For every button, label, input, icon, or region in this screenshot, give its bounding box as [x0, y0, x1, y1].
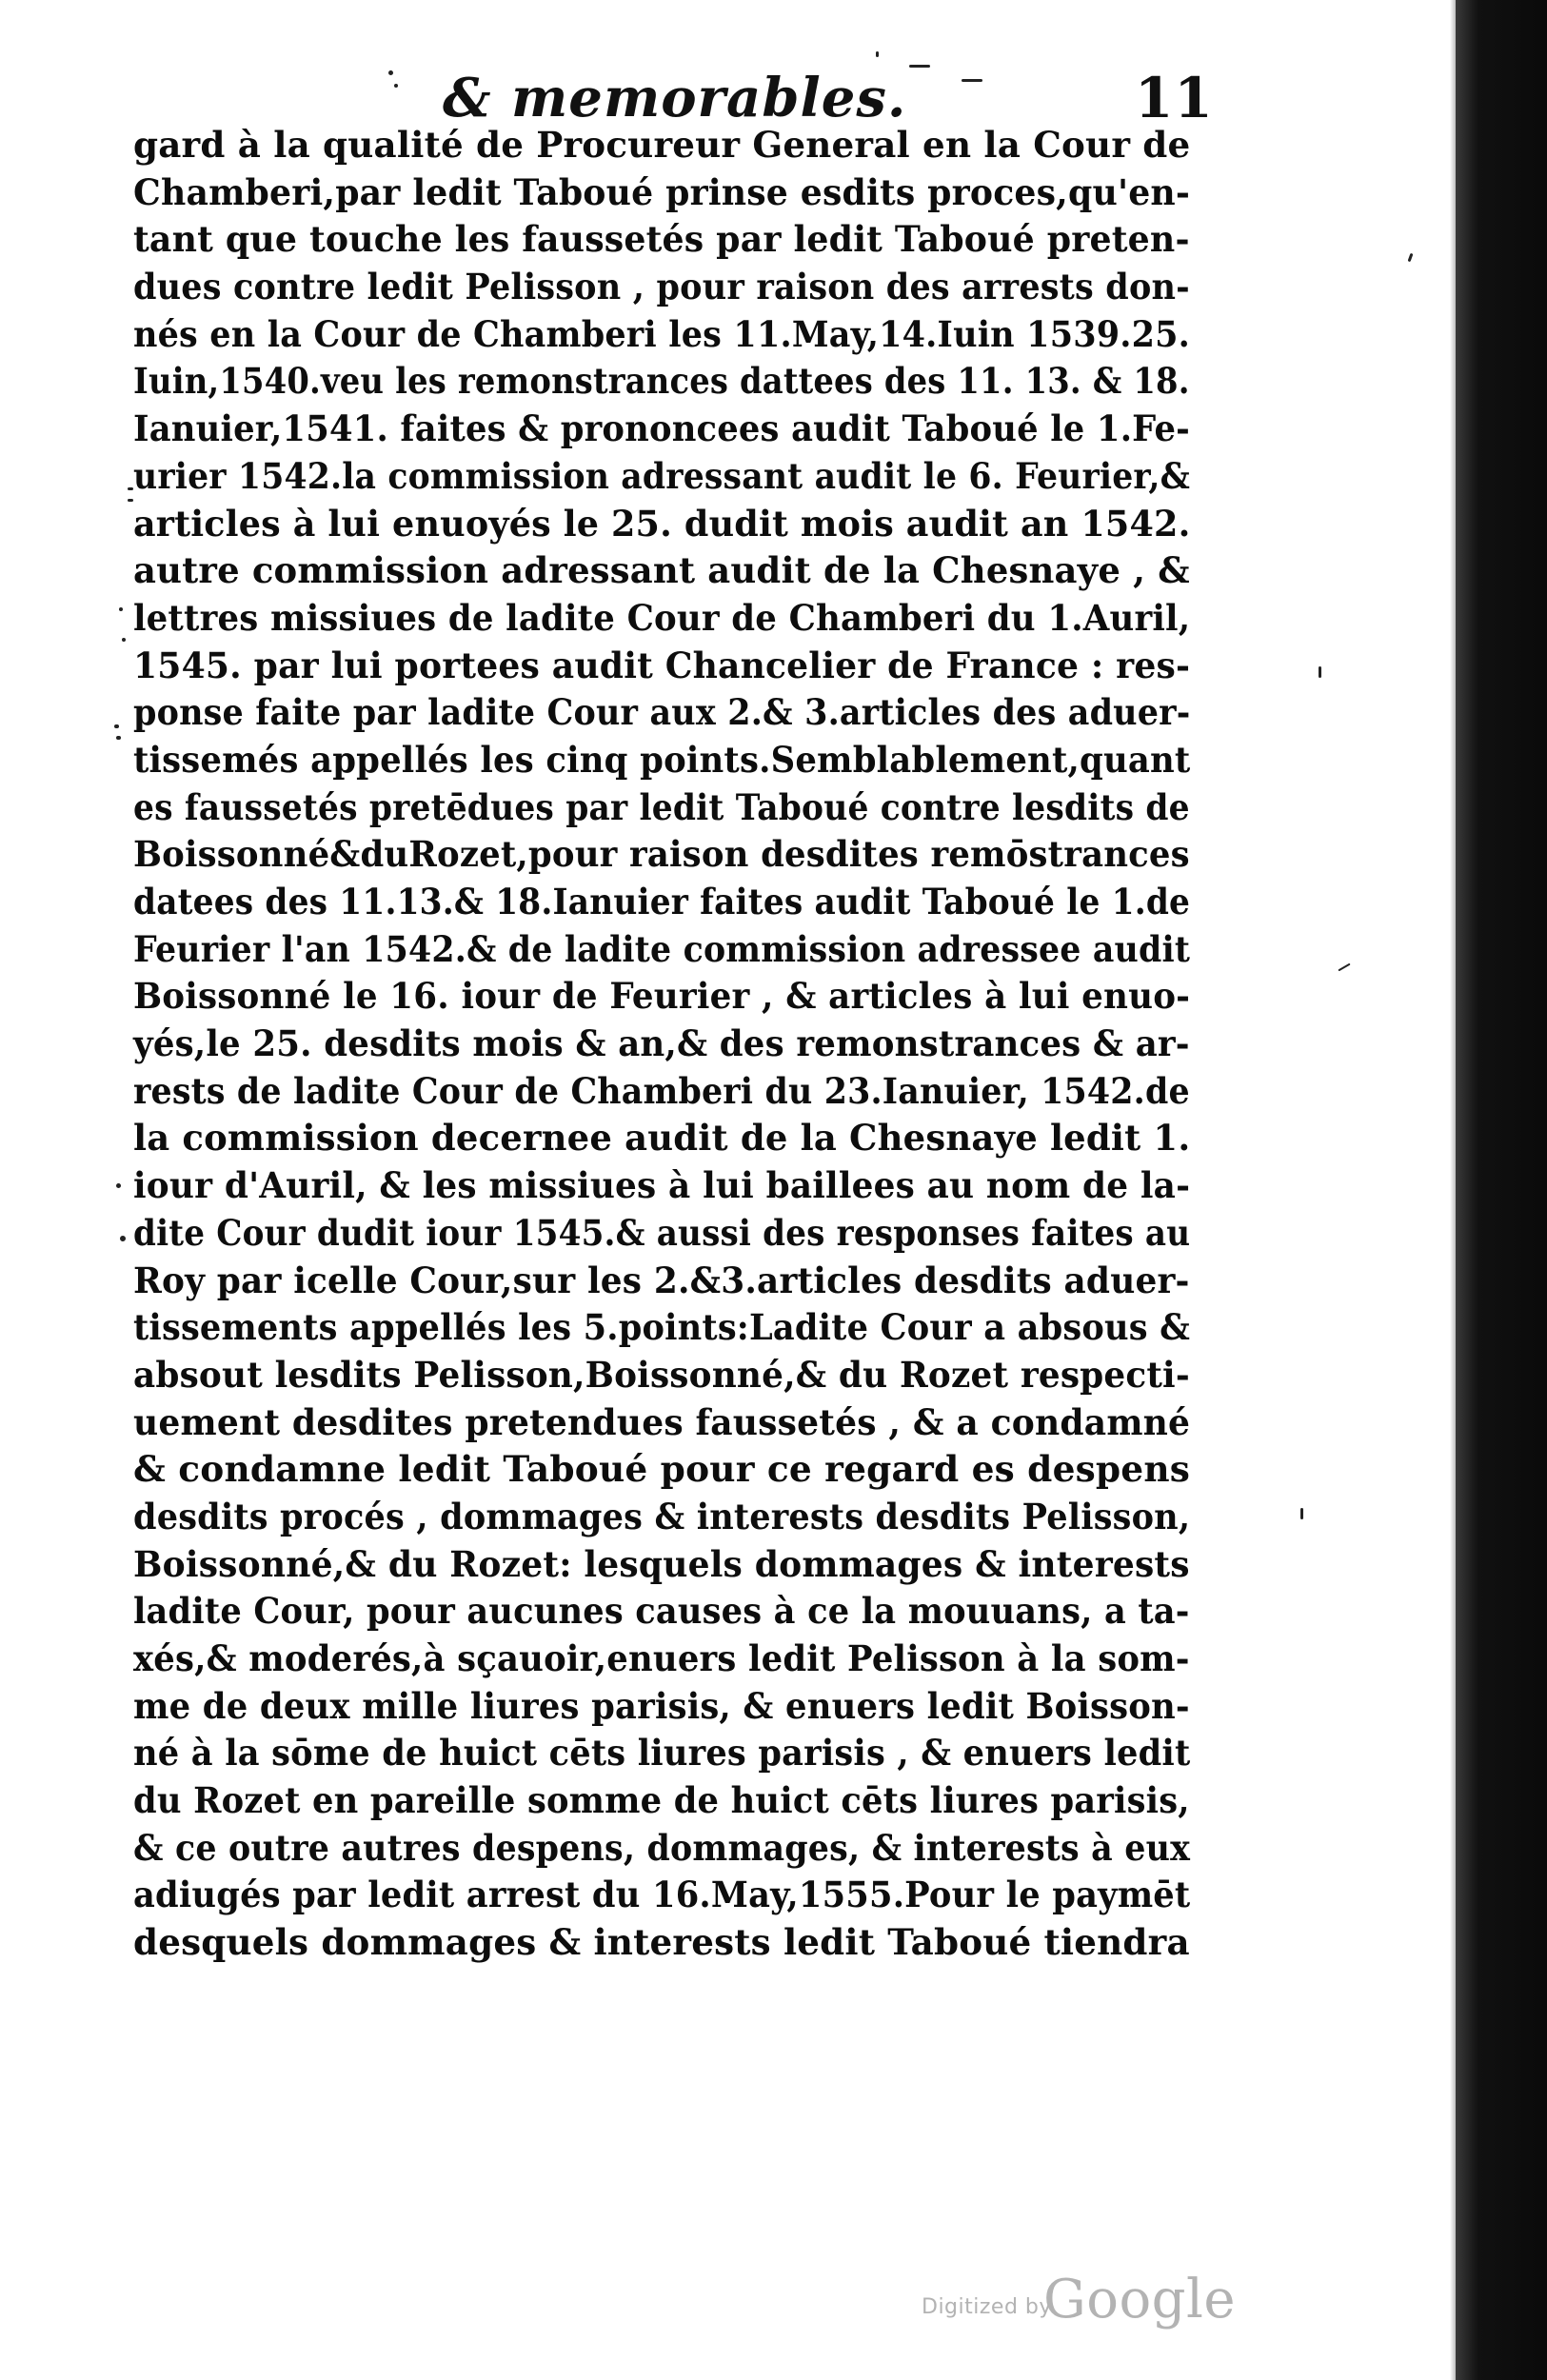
text-line: xés,& moderés,à sçauoir,enuers ledit Pelisson à la som- — [133, 1637, 1190, 1679]
text-line: absout lesdits Pelisson,Boissonné,& du Rozet respecti- — [133, 1353, 1190, 1396]
text-line: lettres missiues de ladite Cour de Chamberi du 1.Auril, — [133, 596, 1191, 639]
text-line: autre commission adressant audit de la Chesnaye , & — [133, 549, 1190, 592]
text-line: desdits procés , dommages & interests desdits Pelisson, — [133, 1495, 1191, 1537]
body-text — [133, 122, 1190, 1967]
text-line: Boissonné,& du Rozet: lesquels dommages & interests — [133, 1542, 1190, 1585]
text-line: yés,le 25. desdits mois & an,& des remonstrances & ar- — [133, 1022, 1190, 1065]
text-line: me de deux mille liures parisis, & enuers ledit Boisson- — [133, 1684, 1190, 1727]
text-line: uement desdites pretendues faussetés , & a condamné — [133, 1400, 1191, 1443]
text-line: gard à la qualité de Procureur General en la Cour de — [133, 124, 1191, 166]
text-line: Boissonné&duRozet,pour raison desdites remōstrances — [133, 833, 1190, 876]
text-line: & ce outre autres despens, dommages, & interests à eux — [133, 1826, 1191, 1869]
text-line: Boissonné le 16. iour de Feurier , & articles à lui enuo- — [133, 975, 1191, 1018]
text-line: ponse faite par ladite Cour aux 2.& 3.articles des aduer- — [133, 691, 1191, 734]
running-head-title: & memorables. — [443, 67, 907, 129]
watermark-logo-text: Google — [1043, 2269, 1237, 2330]
text-line: tissemés appellés les cinq points.Semblablement,quant — [133, 738, 1191, 781]
text-line: Feurier l'an 1542.& de ladite commission adressee audit — [133, 927, 1191, 970]
text-line: es faussetés pretēdues par ledit Taboué contre lesdits de — [133, 785, 1190, 828]
text-line: desquels dommages & interests ledit Taboué tiendra — [133, 1921, 1190, 1964]
text-line: Chamberi,par ledit Taboué prinse esdits proces,qu'en- — [133, 170, 1191, 213]
text-line: tant que touche les faussetés par ledit Taboué preten- — [133, 218, 1190, 261]
text-line: nés en la Cour de Chamberi les 11.May,14.Iuin 1539.25. — [133, 312, 1191, 355]
text-line: dues contre ledit Pelisson , pour raison des arrests don- — [133, 266, 1190, 308]
binding-edge — [1456, 0, 1547, 2380]
text-line: adiugés par ledit arrest du 16.May,1555.Pour le paymēt — [133, 1874, 1191, 1916]
text-line: Ianuier,1541. faites & prononcees audit Taboué le 1.Fe- — [133, 407, 1190, 450]
text-line: du Rozet en pareille somme de huict cēts liures parisis, — [133, 1779, 1190, 1822]
watermark-small-text: Digitized by — [922, 2295, 1052, 2319]
text-line: ladite Cour, pour aucunes causes à ce la mouuans, a ta- — [133, 1590, 1190, 1633]
text-line: 1545. par lui portees audit Chancelier de France : res- — [133, 644, 1191, 686]
text-line: urier 1542.la commission adressant audit le 6. Feurier,& — [133, 454, 1190, 497]
text-line: Iuin,1540.veu les remonstrances dattees des 11. 13. & 18. — [133, 360, 1190, 403]
text-line: rests de ladite Cour de Chamberi du 23.Ianuier, 1542.de — [133, 1069, 1190, 1112]
text-line: dite Cour dudit iour 1545.& aussi des responses faites au — [133, 1211, 1191, 1254]
text-line: né à la sōme de huict cēts liures parisis , & enuers ledit — [133, 1732, 1191, 1775]
text-line: datees des 11.13.& 18.Ianuier faites audit Taboué le 1.de — [133, 881, 1191, 922]
text-line: tissements appellés les 5.points:Ladite Cour a absous & — [133, 1306, 1191, 1349]
digitized-by-google-watermark — [922, 2269, 1245, 2335]
text-line: la commission decernee audit de la Chesnaye ledit 1. — [133, 1117, 1191, 1160]
text-line: articles à lui enuoyés le 25. dudit mois audit an 1542. — [133, 502, 1191, 545]
text-line: Roy par icelle Cour,sur les 2.&3.articles desdits aduer- — [133, 1259, 1190, 1301]
text-line: iour d'Auril, & les missiues à lui baillees au nom de la- — [133, 1164, 1191, 1207]
text-line: & condamne ledit Taboué pour ce regard es despens — [133, 1448, 1191, 1491]
page-number: 11 — [1135, 66, 1214, 130]
